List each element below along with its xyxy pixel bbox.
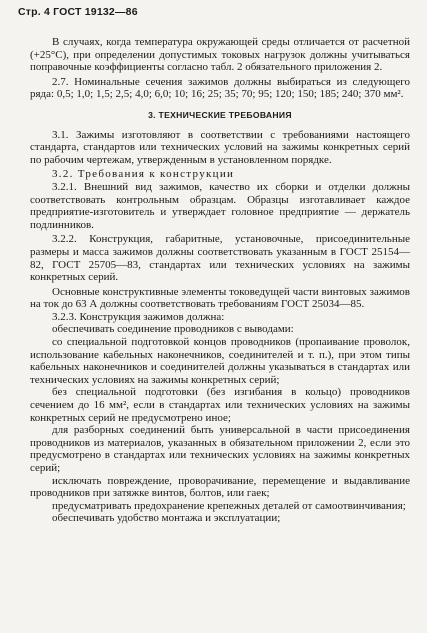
subsection-heading: 3.2. Требования к конструкции — [52, 168, 235, 181]
paragraph: 3.2.2. Конструкция, габаритные, установочные, присоединительные размеры и масса зажимов должны соответствовать указанным в ГОСТ 25154—82, ГОСТ 25705—83, стандартах или технических условиях на зажимы конкретных серий. — [30, 233, 410, 284]
paragraph: Основные конструктивные элементы токоведущей части винтовых зажимов на ток до 63 А должны соответствовать требованиям ГОСТ 25034—85. — [30, 285, 410, 311]
paragraph: исключать повреждение, проворачивание, перемещение и выдавливание проводников при затяжке винтов, болтов, или гаек; — [30, 474, 410, 500]
paragraph: обеспечивать соединение проводников с выводами: — [52, 323, 294, 336]
paragraph: для разборных соединений быть универсальной в части присоединения проводников из материалов, указанных в обязательном приложении 2, если это предусмотрено в стандартах или технических условиях на зажимы конкретных серий; — [30, 424, 410, 474]
paragraph: обеспечивать удобство монтажа и эксплуатации; — [52, 512, 281, 525]
section-heading: 3. ТЕХНИЧЕСКИЕ ТРЕБОВАНИЯ — [148, 109, 292, 120]
page-header: Стр. 4 ГОСТ 19132—86 — [18, 6, 138, 18]
paragraph: 3.2.1. Внешний вид зажимов, качество их сборки и отделки должны соответствовать контрольным образцам. Образцы изготавливает каждое предприятие-изготовитель и утверждает головное предприятие — держатель подлинников. — [30, 180, 410, 231]
paragraph: со специальной подготовкой концов проводников (пропаивание проволок, использование кабельных наконечников, соединителей и т. п.), при этом типы кабельных наконечников и соединителей должны указываться в стандартах или технических условиях на зажимы конкретных серий; — [30, 336, 410, 386]
paragraph: 2.7. Номинальные сечения зажимов должны выбираться из следующего ряда: 0,5; 1,0; 1,5; 2,5; 4,0; 6,0; 10; 16; 25; 35; 70; 95; 120; 150; 185; 240; 370 мм². — [30, 75, 410, 101]
paragraph: 3.1. Зажимы изготовляют в соответствии с требованиями настоящего стандарта, стандартов или технических условий на зажимы конкретных серий по рабочим чертежам, утвержденным в установленном порядке. — [30, 128, 410, 166]
paragraph: без специальной подготовки (без изгибания в кольцо) проводников сечением до 16 мм², если в стандартах или технических условиях на зажимы конкретных серий не предусмотрено иное; — [30, 386, 410, 424]
paragraph: 3.2.3. Конструкция зажимов должна: — [52, 310, 225, 323]
document-body — [30, 36, 410, 525]
paragraph: предусматривать предохранение крепежных деталей от самоотвинчивания; — [52, 499, 406, 512]
paragraph: В случаях, когда температура окружающей среды отличается от расчетной (+25°С), при определении допустимых токовых нагрузок должны учитываться поправочные коэффициенты согласно табл. 2 обязательного приложения 2. — [30, 36, 410, 74]
